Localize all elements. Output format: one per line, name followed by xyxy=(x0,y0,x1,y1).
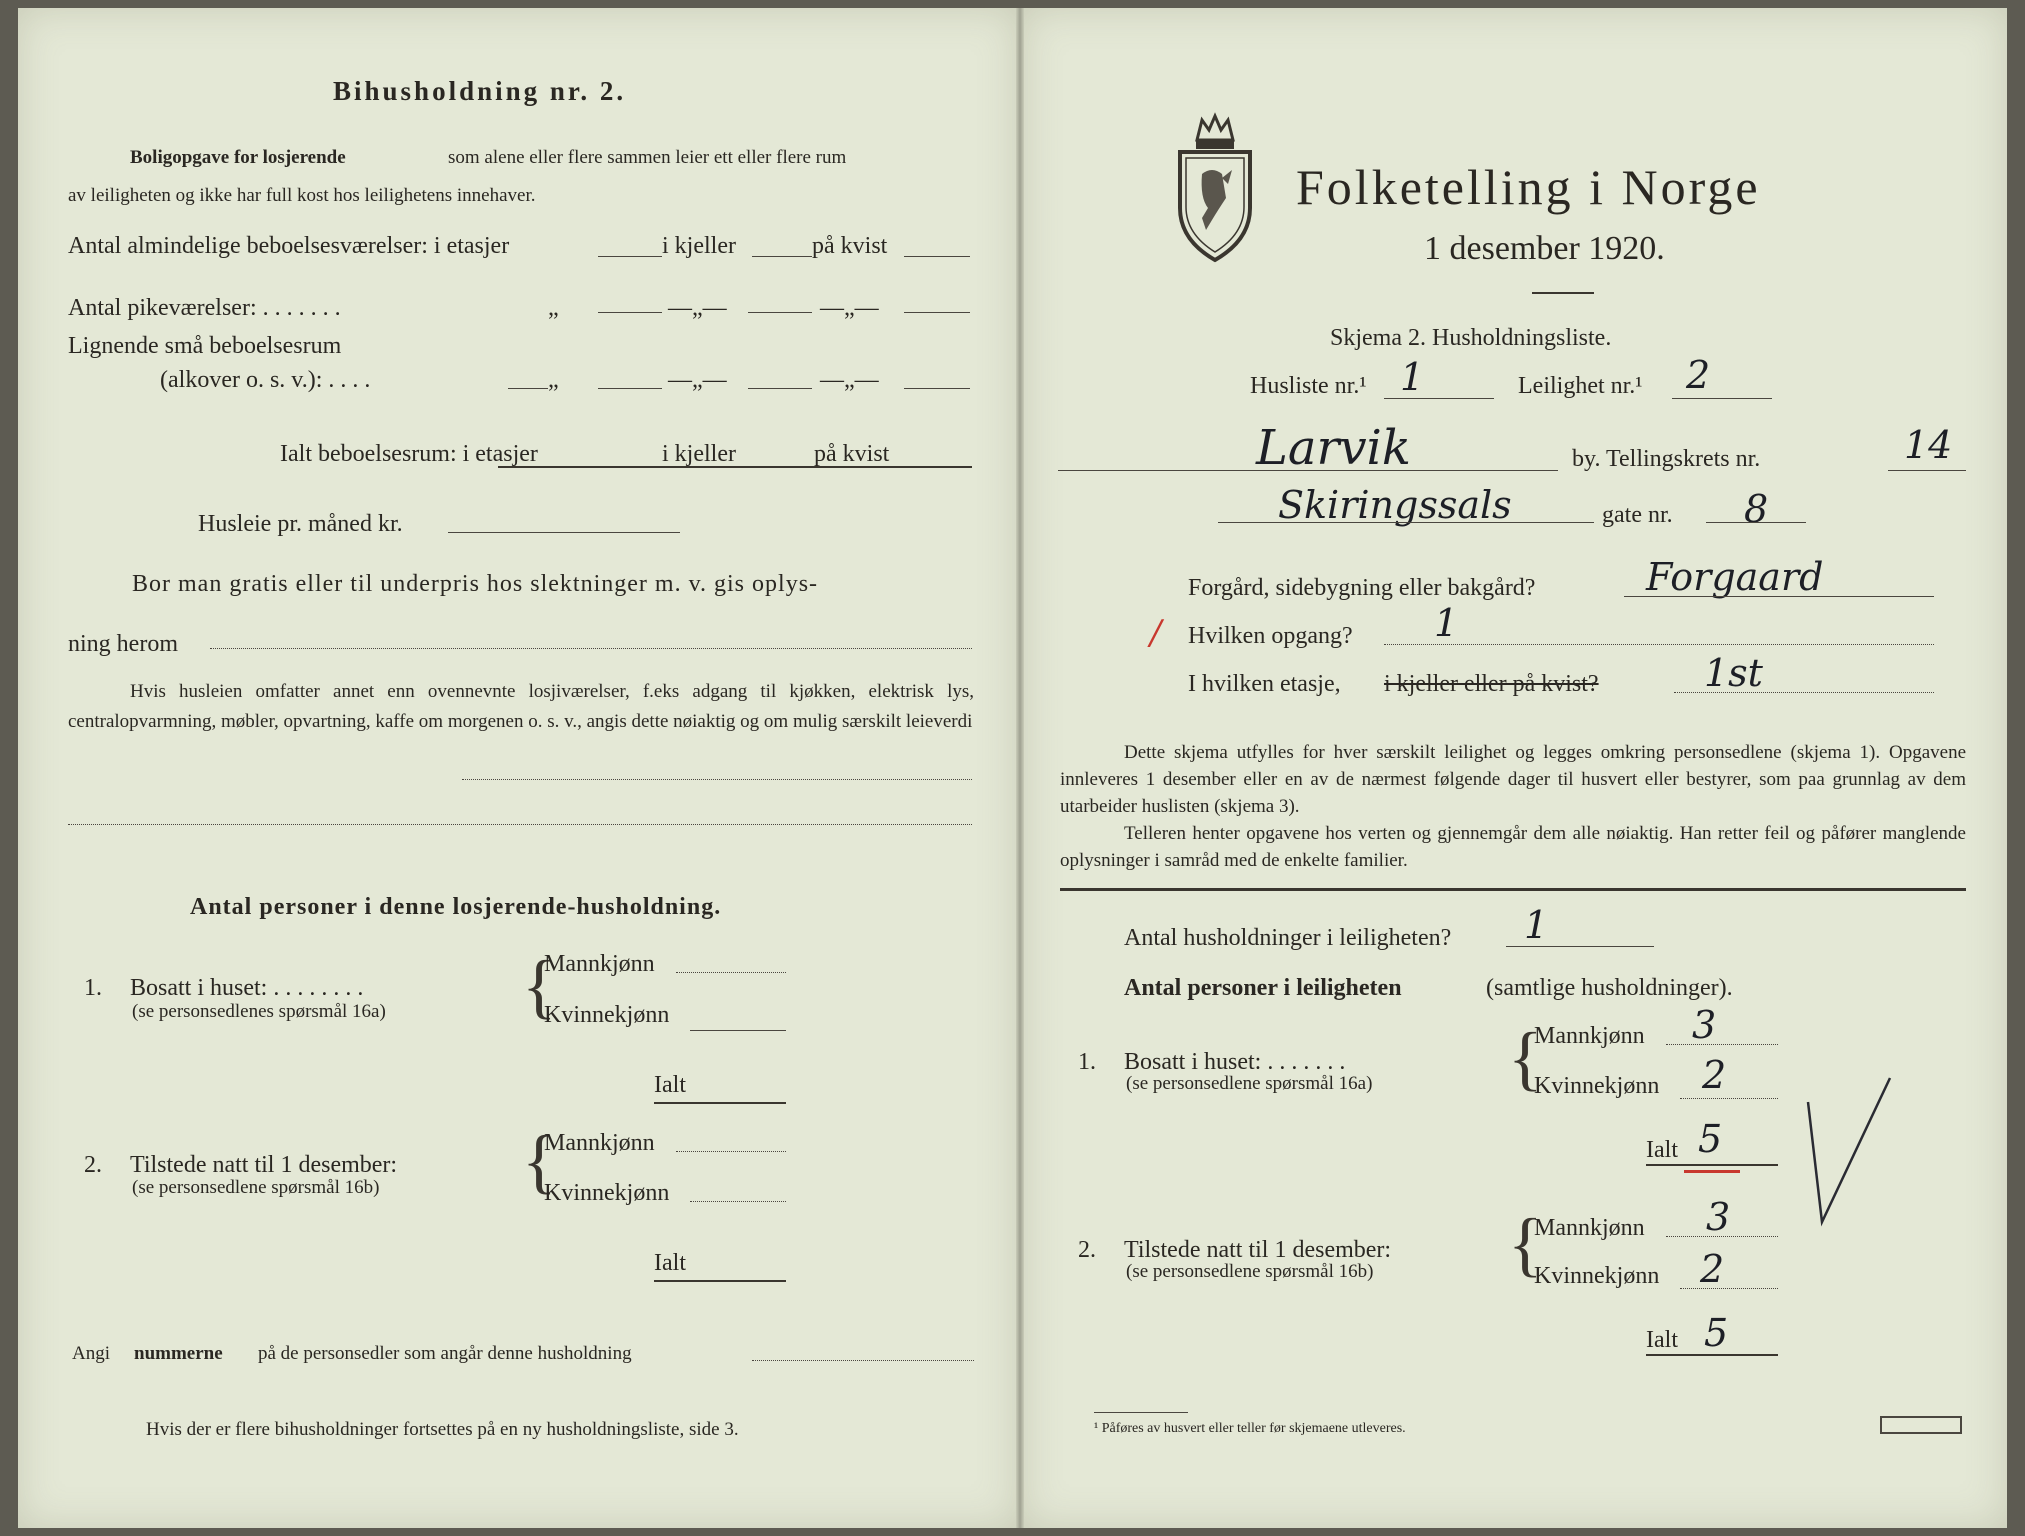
small-ditto-2: —„— xyxy=(668,367,727,393)
left-note: Hvis husleien omfatter annet enn ovennevnte losjiværelser, f.eks adgang til kjøkken, elektrisk lys, centralopvarmning, møbler, opvartning, kaffe om morgenen o. s. v., angis dette nøiaktig og om mulig særskilt leieverdi xyxy=(68,681,974,732)
city-value: Larvik xyxy=(1256,420,1411,476)
right-q1-total-value: 5 xyxy=(1698,1117,1723,1161)
right-q2-total-field[interactable] xyxy=(1646,1354,1778,1356)
husliste-value: 1 xyxy=(1400,355,1425,399)
opgang-label: Hvilken opgang? xyxy=(1188,623,1353,649)
right-q2-female-field[interactable] xyxy=(1680,1288,1778,1289)
households-field[interactable] xyxy=(1506,946,1654,947)
husliste-field[interactable] xyxy=(1384,398,1494,399)
leilighet-label: Leilighet nr.¹ xyxy=(1518,373,1643,399)
left-q1-total-label: Ialt xyxy=(654,1072,686,1098)
angi-field[interactable] xyxy=(752,1360,974,1361)
left-q2-male-field[interactable] xyxy=(676,1151,786,1152)
left-footer: Hvis der er flere bihusholdninger fortsettes på en ny husholdningsliste, side 3. xyxy=(146,1419,739,1440)
note-field[interactable] xyxy=(462,779,972,780)
instructions-rule xyxy=(1060,888,1966,891)
etasje-value: 1st xyxy=(1704,651,1763,695)
footnote-rule xyxy=(1094,1412,1188,1413)
left-q1-male-field[interactable] xyxy=(676,972,786,973)
right-q2-male-field[interactable] xyxy=(1666,1236,1778,1237)
right-title: Folketelling i Norge xyxy=(1296,159,1761,215)
right-q1-female-value: 2 xyxy=(1702,1053,1727,1097)
small-rooms-label-2: (alkover o. s. v.): . . . . xyxy=(160,367,371,393)
krets-field[interactable] xyxy=(1888,470,1966,471)
total-rooms-label: Ialt beboelsesrum: i etasjer xyxy=(280,441,538,467)
small-cellar-field[interactable] xyxy=(748,388,812,389)
left-persons-heading: Antal personer i denne losjerende-husholdning. xyxy=(190,894,722,920)
maid-etasjer-field[interactable] xyxy=(598,312,662,313)
leilighet-field[interactable] xyxy=(1672,398,1772,399)
left-q1-female-label: Kvinnekjønn xyxy=(544,1002,670,1028)
left-q2-male-label: Mannkjønn xyxy=(544,1130,655,1156)
maid-ditto-3: —„— xyxy=(820,295,879,321)
free-field[interactable] xyxy=(210,648,972,649)
schema-label: Skjema 2. Husholdningsliste. xyxy=(1330,325,1612,351)
right-q2-num: 2. xyxy=(1078,1237,1096,1263)
intro-line2: av leiligheten og ikke har full kost hos leilighetens innehaver. xyxy=(68,185,536,206)
right-date: 1 desember 1920. xyxy=(1424,230,1665,267)
small-attic-field[interactable] xyxy=(904,388,970,389)
city-field[interactable] xyxy=(1058,470,1558,471)
right-q2-male-label: Mannkjønn xyxy=(1534,1215,1645,1241)
left-q1-brace: { xyxy=(522,946,557,1026)
right-q1-num: 1. xyxy=(1078,1049,1096,1075)
left-q2-female-field[interactable] xyxy=(690,1201,786,1202)
right-persons-heading-rest: (samtlige husholdninger). xyxy=(1486,975,1733,1001)
left-q2-total-field[interactable] xyxy=(654,1280,786,1282)
city-label: by. Tellingskrets nr. xyxy=(1572,446,1761,472)
households-label: Antal husholdninger i leiligheten? xyxy=(1124,925,1452,951)
street-value: Skiringssals xyxy=(1278,483,1512,527)
krets-value: 14 xyxy=(1904,423,1953,467)
gate-value: 8 xyxy=(1744,487,1769,531)
small-ditto: „ xyxy=(548,367,559,393)
opgang-field[interactable] xyxy=(1384,644,1934,645)
small-rooms-pre-field[interactable] xyxy=(508,388,548,389)
free-line-2: ning herom xyxy=(68,631,178,657)
right-q1-male-value: 3 xyxy=(1692,1003,1717,1047)
total-cellar-label: i kjeller xyxy=(662,441,736,467)
small-ditto-3: —„— xyxy=(820,367,879,393)
right-q1-female-label: Kvinnekjønn xyxy=(1534,1073,1660,1099)
right-q2-label: Tilstede natt til 1 desember: xyxy=(1124,1237,1392,1263)
etasje-field[interactable] xyxy=(1674,692,1934,693)
left-q2-num: 2. xyxy=(84,1152,102,1178)
left-q1-female-field[interactable] xyxy=(690,1030,786,1031)
left-q1-sub: (se personsedlenes spørsmål 16a) xyxy=(132,1001,386,1022)
note-field-2[interactable] xyxy=(68,824,972,825)
maid-rooms-label: Antal pikeværelser: . . . . . . . xyxy=(68,295,341,321)
etasje-label: I hvilken etasje, xyxy=(1188,671,1341,697)
right-q2-total-value: 5 xyxy=(1704,1311,1729,1355)
small-rooms-label-1: Lignende små beboelsesrum xyxy=(68,333,342,359)
forgard-label: Forgård, sidebygning eller bakgård? xyxy=(1188,575,1536,601)
left-q2-female-label: Kvinnekjønn xyxy=(544,1180,670,1206)
right-q1-female-field[interactable] xyxy=(1680,1098,1778,1099)
leilighet-value: 2 xyxy=(1686,353,1711,397)
right-q1-male-field[interactable] xyxy=(1666,1044,1778,1045)
page-fold xyxy=(1016,8,1024,1528)
title-rule xyxy=(1532,292,1594,294)
right-q1-male-label: Mannkjønn xyxy=(1534,1023,1645,1049)
right-q2-female-value: 2 xyxy=(1700,1247,1725,1291)
right-q1-brace: { xyxy=(1508,1018,1543,1098)
forgard-value: Forgaard xyxy=(1646,555,1824,599)
intro-bold: Boligopgave for losjerende xyxy=(130,147,346,168)
rent-label: Husleie pr. måned kr. xyxy=(198,511,403,537)
left-title: Bihusholdning nr. 2. xyxy=(333,76,627,106)
right-q2-total-label: Ialt xyxy=(1646,1327,1678,1353)
right-persons-heading-bold: Antal personer i leiligheten xyxy=(1124,975,1402,1001)
left-q1-total-field[interactable] xyxy=(654,1102,786,1104)
right-q2-female-label: Kvinnekjønn xyxy=(1534,1263,1660,1289)
footnote: ¹ Påføres av husvert eller teller før skjemaene utleveres. xyxy=(1094,1421,1406,1436)
street-field[interactable] xyxy=(1218,522,1594,523)
right-q2-male-value: 3 xyxy=(1706,1195,1731,1239)
gate-field[interactable] xyxy=(1706,522,1806,523)
right-q1-total-label: Ialt xyxy=(1646,1137,1678,1163)
rooms-cellar-label: i kjeller xyxy=(662,233,736,259)
rooms-attic-label: på kvist xyxy=(812,233,888,259)
small-etasjer-field[interactable] xyxy=(598,388,662,389)
etasje-struck-text: i kjeller eller på kvist? xyxy=(1384,671,1599,697)
maid-cellar-field[interactable] xyxy=(748,312,812,313)
left-q2-total-label: Ialt xyxy=(654,1250,686,1276)
maid-ditto-2: —„— xyxy=(668,295,727,321)
left-q2-sub: (se personsedlene spørsmål 16b) xyxy=(132,1177,380,1198)
opgang-value: 1 xyxy=(1434,601,1459,645)
rooms-label: Antal almindelige beboelsesværelser: i etasjer xyxy=(68,233,510,259)
red-pencil-mark: / xyxy=(1150,613,1162,653)
total-attic-label: på kvist xyxy=(814,441,890,467)
checkmark-icon xyxy=(1800,1072,1900,1232)
gate-label: gate nr. xyxy=(1602,502,1673,528)
norwegian-coat-of-arms-icon xyxy=(1172,112,1258,264)
left-q1-num: 1. xyxy=(84,975,102,1001)
right-q2-brace: { xyxy=(1508,1204,1543,1284)
left-q1-label: Bosatt i huset: . . . . . . . . xyxy=(130,975,364,1001)
maid-attic-field[interactable] xyxy=(904,312,970,313)
right-q1-sub: (se personsedlene spørsmål 16a) xyxy=(1126,1073,1373,1094)
left-q1-male-label: Mannkjønn xyxy=(544,951,655,977)
right-q1-label: Bosatt i huset: . . . . . . . xyxy=(1124,1049,1346,1075)
rent-field[interactable] xyxy=(448,532,680,533)
intro-rest: som alene eller flere sammen leier ett eller flere rum xyxy=(448,147,847,168)
left-q2-label: Tilstede natt til 1 desember: xyxy=(130,1152,398,1178)
printer-stamp xyxy=(1880,1416,1962,1434)
forgard-field[interactable] xyxy=(1624,596,1934,597)
households-value: 1 xyxy=(1524,903,1549,947)
angi-bold: nummerne xyxy=(134,1343,223,1364)
right-q2-sub: (se personsedlene spørsmål 16b) xyxy=(1126,1261,1374,1282)
angi-2: på de personsedler som angår denne husholdning xyxy=(258,1343,632,1364)
instructions-2: Telleren henter opgavene hos verten og gjennemgår dem alle nøiaktig. Han retter feil og påfører manglende oplysninger i samråd med de enkelte familier. xyxy=(1060,823,1966,871)
red-underline xyxy=(1684,1170,1740,1173)
instructions-1: Dette skjema utfylles for hver særskilt leilighet og legges omkring personsedlene (skjema 1). Opgavene innleveres 1 desember eller en av de nærmest følgende dager til husvert eller bestyrer, som paa grunnlag av dem utarbeider huslisten (skjema 3). xyxy=(1060,742,1966,817)
angi-1: Angi xyxy=(72,1343,110,1364)
rooms-attic-field[interactable] xyxy=(904,256,970,257)
maid-ditto: „ xyxy=(548,295,559,321)
husliste-label: Husliste nr.¹ xyxy=(1250,373,1367,399)
right-q1-total-field[interactable] xyxy=(1646,1164,1778,1166)
free-line-1: Bor man gratis eller til underpris hos slektninger m. v. gis oplys- xyxy=(132,571,819,597)
rooms-cellar-field[interactable] xyxy=(752,256,812,257)
left-q2-brace: { xyxy=(522,1121,557,1201)
rooms-etasjer-field[interactable] xyxy=(598,256,662,257)
